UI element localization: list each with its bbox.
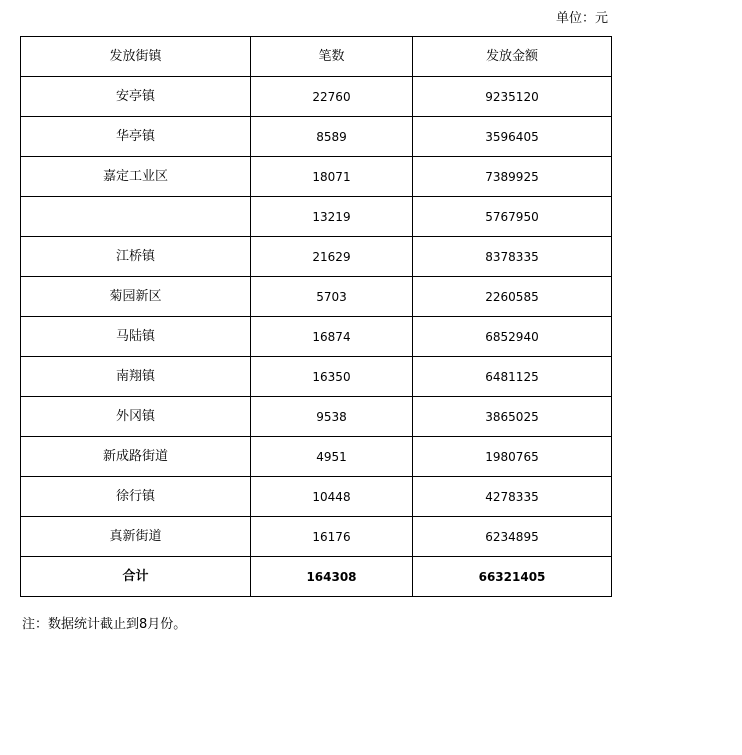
table-row [21, 77, 612, 117]
amount-cell: 7389925 [413, 157, 612, 197]
town-cell: 菊园新区 [21, 277, 251, 317]
table-row [21, 437, 612, 477]
count-cell: 21629 [251, 237, 413, 277]
amount-cell: 2260585 [413, 277, 612, 317]
amount-cell: 5767950 [413, 197, 612, 237]
table-row [21, 357, 612, 397]
total-amount-cell: 66321405 [413, 557, 612, 597]
amount-cell: 6852940 [413, 317, 612, 357]
column-header-amount: 发放金额 [413, 37, 612, 77]
count-cell: 22760 [251, 77, 413, 117]
count-cell: 13219 [251, 197, 413, 237]
town-cell: 外冈镇 [21, 397, 251, 437]
count-cell: 16350 [251, 357, 413, 397]
amount-cell: 3596405 [413, 117, 612, 157]
town-cell: 徐行镇 [21, 477, 251, 517]
amount-cell: 8378335 [413, 237, 612, 277]
footnote: 注：数据统计截止到8月份。 [22, 617, 187, 632]
town-cell: 马陆镇 [21, 317, 251, 357]
count-cell: 16874 [251, 317, 413, 357]
amount-cell: 3865025 [413, 397, 612, 437]
town-cell: 嘉定工业区 [21, 157, 251, 197]
disbursement-table [20, 36, 612, 597]
table-row [21, 477, 612, 517]
table-row [21, 197, 612, 237]
count-cell: 8589 [251, 117, 413, 157]
count-cell: 18071 [251, 157, 413, 197]
count-cell: 9538 [251, 397, 413, 437]
amount-cell: 6234895 [413, 517, 612, 557]
amount-cell: 9235120 [413, 77, 612, 117]
amount-cell: 6481125 [413, 357, 612, 397]
column-header-town: 发放街镇 [21, 37, 251, 77]
total-label-cell: 合计 [21, 557, 251, 597]
table-row [21, 517, 612, 557]
town-cell: 新成路街道 [21, 437, 251, 477]
town-cell: 华亭镇 [21, 117, 251, 157]
town-cell: 南翔镇 [21, 357, 251, 397]
total-count-cell: 164308 [251, 557, 413, 597]
count-cell: 5703 [251, 277, 413, 317]
count-cell: 16176 [251, 517, 413, 557]
town-cell: 真新街道 [21, 517, 251, 557]
count-cell: 10448 [251, 477, 413, 517]
amount-cell: 4278335 [413, 477, 612, 517]
amount-cell: 1980765 [413, 437, 612, 477]
total-row [21, 557, 612, 597]
table-row [21, 277, 612, 317]
table-row [21, 157, 612, 197]
town-cell: 江桥镇 [21, 237, 251, 277]
table-row [21, 117, 612, 157]
table-row [21, 317, 612, 357]
town-cell [21, 197, 251, 237]
column-header-count: 笔数 [251, 37, 413, 77]
unit-label: 单位：元 [555, 11, 608, 26]
count-cell: 4951 [251, 437, 413, 477]
table-row [21, 237, 612, 277]
table-row [21, 397, 612, 437]
table-header-row [21, 37, 612, 77]
town-cell: 安亭镇 [21, 77, 251, 117]
